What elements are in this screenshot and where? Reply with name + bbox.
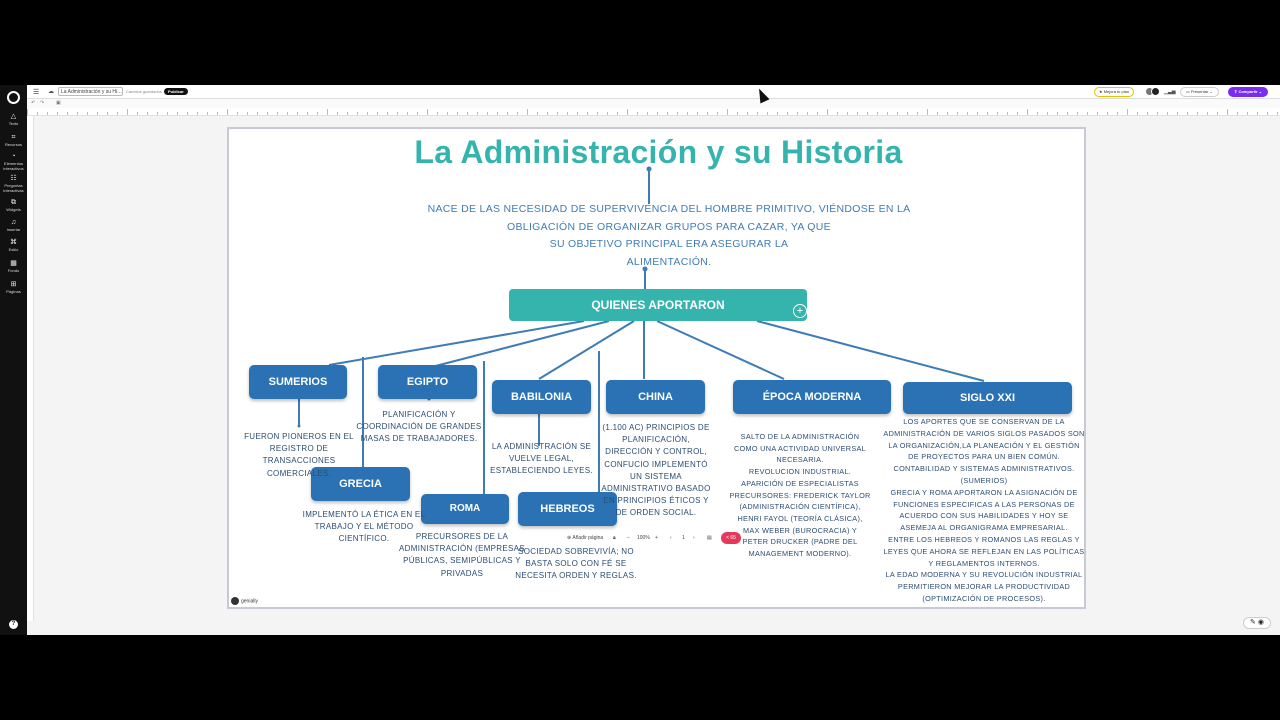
ruler-tick xyxy=(707,112,708,115)
ruler-tick xyxy=(637,112,638,115)
node-china[interactable]: CHINA xyxy=(606,380,705,414)
ruler-tick xyxy=(567,112,568,115)
ruler-tick xyxy=(207,112,208,115)
ruler-tick xyxy=(917,112,918,115)
main-node-quienes-aportaron[interactable]: QUIENES APORTARON xyxy=(509,289,807,321)
settings-icon: ◉ xyxy=(1255,619,1264,626)
ruler-tick xyxy=(457,112,458,115)
ruler-tick xyxy=(147,112,148,115)
ruler-tick xyxy=(387,112,388,115)
ruler-tick xyxy=(297,112,298,115)
genially-logo-icon[interactable] xyxy=(7,91,20,104)
node-hebreos[interactable]: HEBREOS xyxy=(518,492,617,526)
ruler-tick xyxy=(927,109,928,115)
ruler-tick xyxy=(1167,112,1168,115)
ruler-tick xyxy=(1237,112,1238,115)
ruler-tick xyxy=(307,112,308,115)
ruler-tick xyxy=(287,112,288,115)
ruler-tick xyxy=(897,112,898,115)
description-hebreos[interactable]: SOCIEDAD SOBREVIVÍA; NO BASTA SOLO CON FÉ SE NECESITA ORDEN Y REGLAS. xyxy=(515,547,637,581)
ruler-tick xyxy=(1137,112,1138,115)
widgets-icon: ⧉ xyxy=(11,199,16,206)
prev-page-icon[interactable]: ‹ xyxy=(670,535,672,541)
ruler-tick xyxy=(647,112,648,115)
present-icon: ▭ xyxy=(1186,89,1191,94)
ruler-tick xyxy=(1197,112,1198,115)
ruler-tick xyxy=(1097,112,1098,115)
ruler-tick xyxy=(967,112,968,115)
ruler-tick xyxy=(657,112,658,115)
ruler-tick xyxy=(177,112,178,115)
ruler-tick xyxy=(667,112,668,115)
comments-icon[interactable]: ▤ xyxy=(707,535,712,541)
ruler-tick xyxy=(197,112,198,115)
ruler-tick xyxy=(1277,112,1278,115)
ruler-tick xyxy=(767,112,768,115)
ruler-tick xyxy=(127,109,128,115)
connector-line xyxy=(539,321,634,379)
ruler-tick xyxy=(57,112,58,115)
add-page-button[interactable]: ⊕ Añadir página xyxy=(567,535,604,541)
ruler-tick xyxy=(1227,109,1228,115)
rail-item-preguntas[interactable]: ☷ Preguntas interactivas xyxy=(0,175,27,193)
ruler-tick xyxy=(47,112,48,115)
upgrade-plan-button[interactable]: ★ Mejora tu plan xyxy=(1094,87,1134,97)
ruler-tick xyxy=(677,112,678,115)
ruler-tick xyxy=(1267,112,1268,115)
ruler-tick xyxy=(87,112,88,115)
description-siglo-xxi[interactable]: LOS APORTES QUE SE CONSERVAN DE LA ADMINISTRACIÓN DE VARIOS SIGLOS PASADOS SON LA ORGANIZACIÓN,LA PLANEACIÓN Y EL GESTIÓN DE PROYECTOS PARA UN BIEN COMÚN. CONTABILIDAD Y SISTEMAS ADMINISTRATIVOS. (SUMERIOS) GRECIA Y ROMA APORTARON LA ASIGNACIÓN DE FUNCIONES ESPECIFICAS A LAS PERSONAS DE ACUERDO CON SUS HABILIDADES Y HOY SE ASEMEJA AL ORGANIGRAMA EMPRESARIAL. ENTRE LOS HEBREOS Y ROMANOS LAS REGLAS Y LEYES QUE AHORA SE REFLEJAN EN LAS POLÍTICAS Y REGLAMENTOS INTERNOS. LA EDAD MODERNA Y SU REVOLUCIÓN INDUSTRIAL PERMITIERON MEJORAR LA PRODUCTIVIDAD (OPTIMIZACIÓN DE PROCESOS). xyxy=(883,417,1085,603)
zoom-level[interactable]: 100% xyxy=(637,535,650,541)
pages-icon: ⊞ xyxy=(10,281,17,288)
lock-icon[interactable]: 🔒︎ xyxy=(613,535,616,541)
interactive-elements-icon: ◔ xyxy=(11,153,16,160)
node-grecia[interactable]: GRECIA xyxy=(311,467,410,501)
ruler-tick xyxy=(957,112,958,115)
ruler-tick xyxy=(757,112,758,115)
description-egipto[interactable]: PLANIFICACIÓN Y COORDINACIÓN DE GRANDES MASAS DE TRABAJADORES. xyxy=(356,410,482,444)
star-icon: ★ xyxy=(1099,89,1104,94)
rail-item-insertar[interactable]: ♫ Insertar xyxy=(0,219,27,232)
ruler-tick xyxy=(117,112,118,115)
ruler-tick xyxy=(807,112,808,115)
help-icon[interactable]: ? xyxy=(9,620,18,629)
ruler-tick xyxy=(1057,112,1058,115)
ruler-tick xyxy=(1087,112,1088,115)
ruler-tick xyxy=(427,109,428,115)
ruler-tick xyxy=(397,112,398,115)
ruler-tick xyxy=(1117,112,1118,115)
chevron-down-icon: ⌄ xyxy=(1208,89,1213,94)
node-babilonia[interactable]: BABILONIA xyxy=(492,380,591,414)
ruler-tick xyxy=(477,112,478,115)
ruler-tick xyxy=(587,112,588,115)
ruler-tick xyxy=(817,112,818,115)
ruler-tick xyxy=(777,112,778,115)
intro-text[interactable]: NACE DE LAS NECESIDAD DE SUPERVIVENCIA DEL HOMBRE PRIMITIVO, VIÉNDOSE EN LA OBLIGACIÓN DE ORGANIZAR GRUPOS PARA CAZAR, YA QUE SU OBJETIVO PRINCIPAL ERA ASEGURAR LA ALIMENTACIÓN. xyxy=(427,203,911,268)
node-siglo-xxi[interactable]: SIGLO XXI xyxy=(903,382,1072,414)
pen-tool-button[interactable] xyxy=(1243,617,1271,629)
ruler-tick xyxy=(857,112,858,115)
ruler-tick xyxy=(317,112,318,115)
ruler-tick xyxy=(367,112,368,115)
present-button[interactable]: ▭ Presentar ⌄ xyxy=(1180,87,1219,97)
ruler-tick xyxy=(337,112,338,115)
node-egipto[interactable]: EGIPTO xyxy=(378,365,477,399)
vertical-ruler xyxy=(27,116,34,621)
connector-line xyxy=(424,321,609,369)
ruler-tick xyxy=(947,112,948,115)
ruler-tick xyxy=(157,112,158,115)
ruler-tick xyxy=(727,109,728,115)
document-title-input[interactable]: La Administración y su Hi… xyxy=(58,87,123,96)
ruler-tick xyxy=(1217,112,1218,115)
description-china[interactable]: (1.100 AC) PRINCIPIOS DE PLANIFICACIÓN, DIRECCIÓN Y CONTROL, CONFUCIO IMPLEMENTÓ UN SISTEMA ADMINISTRATIVO BASADO EN PRINCIPIOS ÉTICOS Y DE ORDEN SOCIAL. xyxy=(601,423,711,518)
ruler-tick xyxy=(887,112,888,115)
page-number: 1 xyxy=(682,535,685,541)
ruler-tick xyxy=(1047,112,1048,115)
ruler-tick xyxy=(227,109,228,115)
ruler-tick xyxy=(437,112,438,115)
share-icon: ⇪ xyxy=(1234,89,1239,94)
save-status: Cambios guardados xyxy=(126,89,162,94)
ruler-tick xyxy=(507,112,508,115)
description-grecia[interactable]: IMPLEMENTÓ LA ÉTICA EN EL TRABAJO Y EL MÉTODO CIENTÍFICO. xyxy=(302,510,426,544)
avatar[interactable] xyxy=(1151,87,1160,96)
ruler-tick xyxy=(497,112,498,115)
ruler-tick xyxy=(37,112,38,115)
ruler-tick xyxy=(377,112,378,115)
ruler-tick xyxy=(137,112,138,115)
ruler-tick xyxy=(217,112,218,115)
description-roma[interactable]: PRECURSORES DE LA ADMINISTRACIÓN (EMPRESAS PÚBLICAS, SEMIPÚBLICAS Y PRIVADAS xyxy=(399,532,525,578)
text-icon: △ xyxy=(10,113,17,120)
ruler-tick xyxy=(977,112,978,115)
insert-icon: ♫ xyxy=(10,219,17,226)
top-bar xyxy=(27,85,1280,99)
rail-item-recursos[interactable]: ⌗ Recursos xyxy=(0,134,27,147)
ruler-tick xyxy=(357,112,358,115)
ruler-tick xyxy=(1027,109,1028,115)
genially-watermark: genially xyxy=(231,597,258,605)
description-babilonia[interactable]: LA ADMINISTRACIÓN SE VUELVE LEGAL, ESTABLECIENDO LEYES. xyxy=(490,442,593,476)
ruler-tick xyxy=(717,112,718,115)
rail-item-texto[interactable]: △ Texto xyxy=(0,113,27,126)
ruler-tick xyxy=(1207,112,1208,115)
ruler-tick xyxy=(797,112,798,115)
left-rail xyxy=(0,85,27,635)
ruler-tick xyxy=(597,112,598,115)
rail-item-estilo[interactable]: ⌘ Estilo xyxy=(0,239,27,252)
ruler-tick xyxy=(407,112,408,115)
ruler-tick xyxy=(267,112,268,115)
zoom-in-icon[interactable]: + xyxy=(655,535,658,541)
next-page-icon[interactable]: › xyxy=(693,535,695,541)
ruler-tick xyxy=(937,112,938,115)
pen-icon: ✎ xyxy=(1250,619,1256,626)
ruler-tick xyxy=(1037,112,1038,115)
ruler-tick xyxy=(27,109,28,115)
ruler-tick xyxy=(1107,112,1108,115)
ruler-tick xyxy=(1177,112,1178,115)
ruler-tick xyxy=(577,112,578,115)
ruler-tick xyxy=(1147,112,1148,115)
ruler-tick xyxy=(67,112,68,115)
ruler-tick xyxy=(547,112,548,115)
menu-icon[interactable]: ☰ xyxy=(33,89,40,96)
add-icon[interactable]: + xyxy=(793,304,807,318)
ruler-tick xyxy=(277,112,278,115)
chevron-down-icon: ⌄ xyxy=(1257,89,1263,94)
ruler-tick xyxy=(517,112,518,115)
genially-logo-icon xyxy=(231,597,239,605)
horizontal-ruler xyxy=(27,108,1280,116)
ruler-tick xyxy=(847,112,848,115)
ruler-tick xyxy=(987,112,988,115)
ruler-tick xyxy=(1067,112,1068,115)
ruler-tick xyxy=(167,112,168,115)
ruler-tick xyxy=(1127,109,1128,115)
ruler-tick xyxy=(347,112,348,115)
plus-circle-icon: ⊕ xyxy=(567,535,573,541)
ruler-tick xyxy=(77,112,78,115)
ruler-tick xyxy=(97,112,98,115)
ruler-tick xyxy=(527,109,528,115)
publish-button[interactable]: Publicar xyxy=(164,88,188,95)
cloud-icon: ☁ xyxy=(48,89,54,95)
rail-item-widgets[interactable]: ⧉ Widgets xyxy=(0,199,27,212)
ruler-tick xyxy=(1257,112,1258,115)
ruler-tick xyxy=(627,109,628,115)
ruler-tick xyxy=(557,112,558,115)
ruler-tick xyxy=(907,112,908,115)
grid-icon[interactable]: ▣ xyxy=(56,100,61,106)
ruler-tick xyxy=(617,112,618,115)
description-sumerios[interactable]: FUERON PIONEROS EN EL REGISTRO DE TRANSACCIONES COMERCIALES. xyxy=(244,432,354,478)
ruler-tick xyxy=(447,112,448,115)
ruler-tick xyxy=(537,112,538,115)
ruler-tick xyxy=(737,112,738,115)
ruler-tick xyxy=(237,112,238,115)
ruler-tick xyxy=(1157,112,1158,115)
ruler-tick xyxy=(687,112,688,115)
ruler-tick xyxy=(997,112,998,115)
description-epoca-moderna[interactable]: SALTO DE LA ADMINISTRACIÓN COMO UNA ACTIVIDAD UNIVERSAL NECESARIA. REVOLUCION INDUSTRIAL. APARICIÓN DE ESPECIALISTAS PRECURSORES: FREDERICK TAYLOR (ADMINISTRACIÓN CIENTÍFICA), HENRI FAYOL (TEORÍA CLÁSICA), MAX WEBER (BUROCRACIA) Y PETER DRUCKER (PADRE DEL MANAGEMENT MODERNO). xyxy=(729,432,871,559)
zoom-out-icon[interactable]: − xyxy=(627,535,630,541)
background-icon: ▦ xyxy=(10,260,17,267)
counter-pill[interactable]: < 65 xyxy=(721,532,741,544)
ruler-tick xyxy=(107,112,108,115)
share-button[interactable]: ⇪ Compartir ⌄ xyxy=(1228,87,1268,97)
ruler-tick xyxy=(487,112,488,115)
ruler-tick xyxy=(257,112,258,115)
ruler-tick xyxy=(1247,112,1248,115)
node-roma[interactable]: ROMA xyxy=(421,494,509,524)
rail-item-paginas[interactable]: ⊞ Páginas xyxy=(0,281,27,294)
rail-item-fondo[interactable]: ▦ Fondo xyxy=(0,260,27,273)
connector-line xyxy=(329,321,584,365)
connector-line xyxy=(657,321,784,379)
ruler-tick xyxy=(827,109,828,115)
ruler-tick xyxy=(1077,112,1078,115)
ruler-tick xyxy=(747,112,748,115)
questions-icon: ☷ xyxy=(10,175,17,182)
undo-icon[interactable]: ↶ xyxy=(31,100,36,106)
ruler-tick xyxy=(787,112,788,115)
node-epoca-moderna[interactable]: ÉPOCA MODERNA xyxy=(733,380,891,414)
ruler-tick xyxy=(1007,112,1008,115)
ruler-tick xyxy=(467,112,468,115)
ruler-tick xyxy=(877,112,878,115)
style-icon: ⌘ xyxy=(10,239,17,246)
ruler-tick xyxy=(867,112,868,115)
ruler-tick xyxy=(697,112,698,115)
redo-icon[interactable]: ↷ xyxy=(40,100,45,106)
ruler-tick xyxy=(837,112,838,115)
ruler-tick xyxy=(417,112,418,115)
page-title[interactable]: La Administración y su Historia xyxy=(414,134,903,170)
resources-icon: ⌗ xyxy=(11,134,16,141)
ruler-tick xyxy=(1017,112,1018,115)
ruler-tick xyxy=(1187,112,1188,115)
ruler-tick xyxy=(187,112,188,115)
secondary-toolbar xyxy=(27,99,1280,108)
ruler-tick xyxy=(327,109,328,115)
connector-line xyxy=(757,321,984,381)
node-sumerios[interactable]: SUMERIOS xyxy=(249,365,347,399)
rail-item-elementos[interactable]: ◔ Elementos interactivos xyxy=(0,153,27,171)
signal-icon: ▁▃▅ xyxy=(1164,89,1176,95)
ruler-tick xyxy=(607,112,608,115)
ruler-tick xyxy=(247,112,248,115)
